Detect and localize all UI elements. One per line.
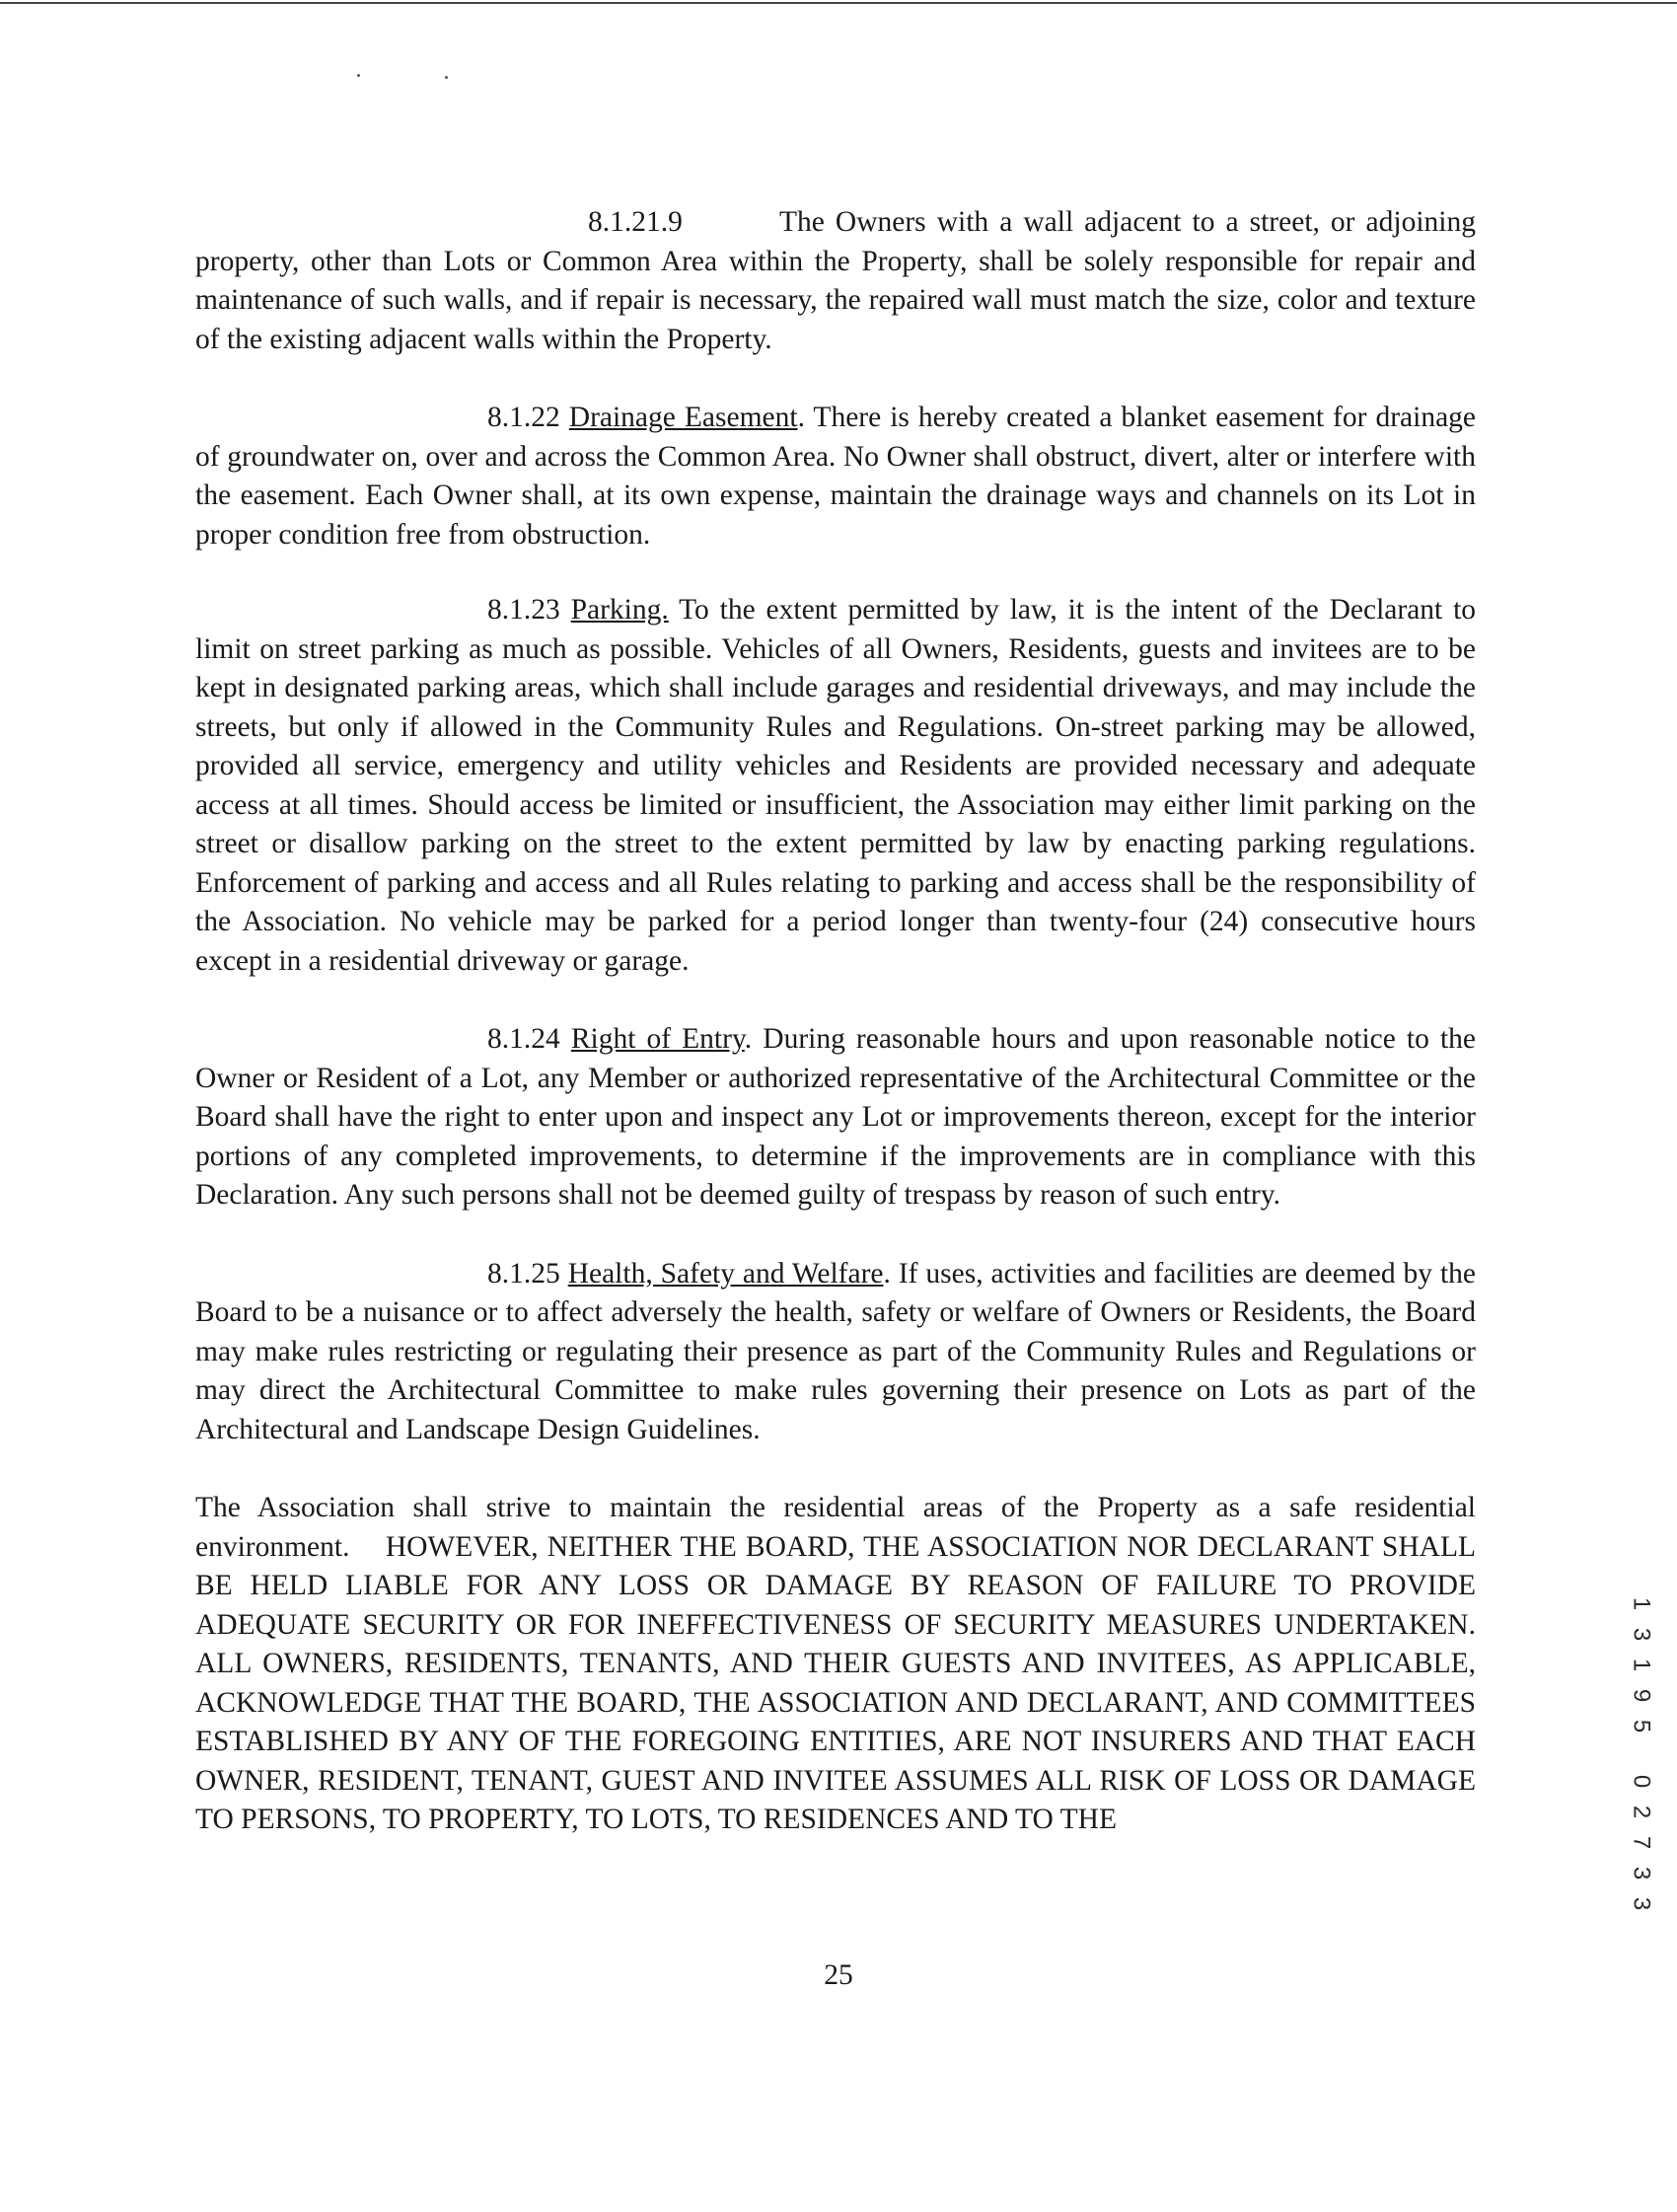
stamp-digit: 3 bbox=[1628, 1866, 1655, 1880]
stamp-page-number bbox=[1622, 1766, 1661, 1919]
section-8-1-21-9 bbox=[195, 203, 1476, 359]
section-title-suffix: . bbox=[744, 1023, 753, 1055]
stamp-digit: 1 bbox=[1628, 1658, 1655, 1672]
stamp-digit: 1 bbox=[1628, 1596, 1655, 1611]
section-title-suffix: . bbox=[883, 1257, 891, 1290]
section-number: 8.1.22 bbox=[487, 402, 560, 433]
disclaimer-lead: The Association shall strive to maintain the residential areas of the Property as a safe residential environment. bbox=[195, 1492, 1476, 1563]
security-disclaimer-paragraph bbox=[195, 1489, 1476, 1840]
section-number: 8.1.25 bbox=[487, 1257, 560, 1290]
section-8-1-25 bbox=[195, 1255, 1476, 1450]
disclaimer-caps: HOWEVER, NEITHER THE BOARD, THE ASSOCIATION NOR DECLARANT SHALL BE HELD LIABLE FOR ANY LOSS OR DAMAGE BY REASON OF FAILURE TO PROVIDE ADEQUATE SECURITY OR FOR INEFFECTIVENESS OF SECURITY MEASURES UNDERTAKEN. ALL OWNERS, RESIDENTS, TENANTS, AND THEIR GUESTS AND INVITEES, AS APPLICABLE, ACKNOWLEDGE THAT THE BOARD, THE ASSOCIATION AND DECLARANT, AND COMMITTEES ESTABLISHED BY ANY OF THE FOREGOING ENTITIES, ARE NOT INSURERS AND THAT EACH OWNER, RESIDENT, TENANT, GUEST AND INVITEE ASSUMES ALL RISK OF LOSS OR DAMAGE TO PERSONS, TO PROPERTY, TO LOTS, TO RESIDENCES AND TO THE bbox=[195, 1530, 1476, 1835]
stamp-digit: 3 bbox=[1628, 1896, 1655, 1911]
document-body bbox=[195, 203, 1476, 1840]
section-text: During reasonable hours and upon reasonable notice to the Owner or Resident of a Lot, any Member or authorized representative of the Architectural Committee or the Board shall have the right to enter upon and inspect any Lot or improvements thereon, except for the interior portions of any completed improvements, to determine if the improvements are in compliance with this Declaration. Any such persons shall not be deemed guilty of trespass by reason of such entry. bbox=[195, 1023, 1476, 1211]
scan-speck bbox=[357, 74, 360, 77]
stamp-book-number bbox=[1622, 1588, 1661, 1741]
section-8-1-22 bbox=[195, 399, 1476, 554]
section-text: The Owners with a wall adjacent to a street, or adjoining property, other than Lots or Common Area within the Property, shall be solely responsible for repair and maintenance of such walls, and if repair is necessary, the repaired wall must match the size, color and texture of the existing adjacent walls within the Property. bbox=[195, 206, 1476, 355]
stamp-digit: 0 bbox=[1628, 1774, 1655, 1789]
section-number: 8.1.21.9 bbox=[588, 206, 683, 238]
section-number: 8.1.23 bbox=[487, 594, 560, 626]
section-number: 8.1.24 bbox=[487, 1023, 560, 1055]
page-number: 25 bbox=[824, 1959, 853, 1991]
stamp-digit: 7 bbox=[1628, 1835, 1655, 1850]
recording-stamp bbox=[1622, 1588, 1661, 2082]
stamp-digit: 3 bbox=[1628, 1627, 1655, 1642]
stamp-digit: 2 bbox=[1628, 1805, 1655, 1819]
stamp-digit: 9 bbox=[1628, 1688, 1655, 1703]
section-text: If uses, activities and facilities are deemed by the Board to be a nuisance or to affect adversely the health, safety or welfare of Owners or Residents, the Board may make rules restricting or regulating their presence as part of the Community Rules and Regulations or may direct the Architectural Committee to make rules governing their presence on Lots as part of the Architectural and Landscape Design Guidelines. bbox=[195, 1257, 1477, 1445]
section-text: To the extent permitted by law, it is the intent of the Declarant to limit on street parking as much as possible. Vehicles of all Owners, Residents, guests and invitees are to be kept in designated parking areas, which shall include garages and residential driveways, and may include the streets, but only if allowed in the Community Rules and Regulations. On-street parking may be allowed, provided all service, emergency and utility vehicles and Residents are provided necessary and adequate access at all times. Should access be limited or insufficient, the Association may either limit parking on the street or disallow parking on the street to the extent permitted by law by enacting parking regulations. Enforcement of parking and access and all Rules relating to parking and access shall be the responsibility of the Association. No vehicle may be parked for a period longer than twenty-four (24) consecutive hours except in a residential driveway or garage. bbox=[195, 594, 1477, 977]
section-title: Right of Entry bbox=[570, 1023, 745, 1055]
section-title: Health, Safety and Welfare bbox=[567, 1257, 884, 1290]
stamp-digit: 5 bbox=[1628, 1719, 1655, 1733]
section-title: Drainage Easement bbox=[568, 402, 798, 433]
top-border-line bbox=[0, 2, 1677, 4]
section-text: There is hereby created a blanket easement for drainage of groundwater on, over and across the Common Area. No Owner shall obstruct, divert, alter or interfere with the easement. Each Owner shall, at its own expense, maintain the drainage ways and channels on its Lot in proper condition free from obstruction. bbox=[195, 402, 1477, 551]
section-8-1-23 bbox=[195, 591, 1476, 981]
scan-speck bbox=[445, 76, 448, 79]
section-title-suffix: . bbox=[797, 402, 805, 433]
section-title: Parking. bbox=[570, 594, 669, 626]
section-8-1-24 bbox=[195, 1020, 1476, 1216]
